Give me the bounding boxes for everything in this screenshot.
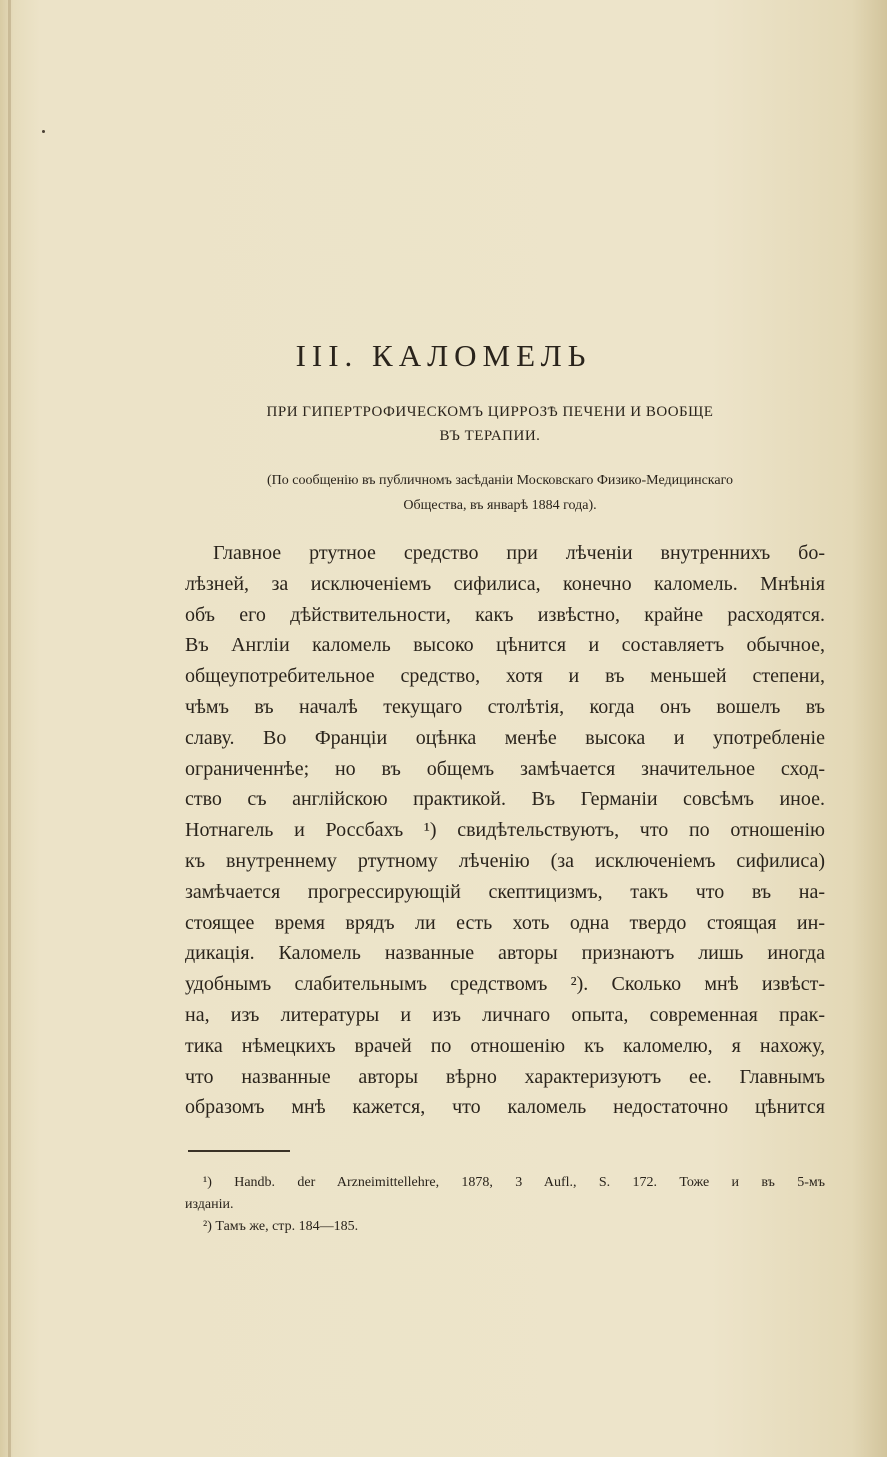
body-line: тика нѣмецкихъ врачей по отношенію къ каломелю, я нахожу, [185,1034,825,1057]
body-line: что названные авторы вѣрно характеризуютъ ее. Главнымъ [185,1065,825,1088]
body-line: Въ Англіи каломель высоко цѣнится и составляетъ обычное, [185,634,825,657]
body-line: стоящее время врядъ ли есть хоть одна твердо стоящая ин- [185,911,825,934]
body-line: лѣзней, за исключеніемъ сифилиса, конечно каломель. Мнѣнія [185,572,825,595]
footnote-1-line-1: ¹) Handb. der Arzneimittellehre, 1878, 3 Aufl., S. 172. Тоже и въ 5-мъ [203,1175,825,1190]
body-line: къ внутреннему ртутному лѣченію (за исключеніемъ сифилиса) [185,849,825,872]
footnote-1-line-2: изданіи. [185,1197,234,1212]
body-line: объ его дѣйствительности, какъ извѣстно, крайне расходятся. [185,603,825,626]
subtitle-line-1: ПРИ ГИПЕРТРОФИЧЕСКОМЪ ЦИРРОЗѢ ПЕЧЕНИ И ВООБЩЕ [266,404,714,420]
chapter-subtitle [190,400,790,448]
chapter-title: III. КАЛОМЕЛЬ [295,338,592,373]
body-line: образомъ мнѣ кажется, что каломель недостаточно цѣнится [185,1096,825,1119]
subtitle-line-2: ВЪ ТЕРАПИИ. [439,428,541,444]
footnote-separator [188,1150,290,1152]
body-line: ограниченнѣе; но въ общемъ замѣчается значительное сход- [185,757,825,780]
body-line: удобнымъ слабительнымъ средствомъ ²). Сколько мнѣ извѣст- [185,973,825,996]
page-binding-edge [8,0,11,1457]
body-line: Главное ртутное средство при лѣченіи внутреннихъ бо- [213,542,825,564]
note-line-1: (По сообщенію въ публичномъ засѣданіи Московскаго Физико-Медицинскаго [267,473,733,488]
body-line: замѣчается прогрессирующій скептицизмъ, такъ что въ на- [185,880,825,903]
publication-note [175,468,825,518]
paper-speck [42,130,45,133]
footnotes [185,1172,825,1238]
body-line: Нотнагель и Россбахъ ¹) свидѣтельствуютъ, что по отношенію [185,819,825,842]
body-paragraph [185,538,825,1123]
body-line: славу. Во Франціи оцѣнка менѣе высока и употребленіе [185,726,825,749]
body-line: чѣмъ въ началѣ текущаго столѣтія, когда онъ вошелъ въ [185,695,825,718]
body-line: на, изъ литературы и изъ личнаго опыта, современная прак- [185,1003,825,1026]
body-line: общеупотребительное средство, хотя и въ меньшей степени, [185,665,825,688]
body-line: ство съ англійскою практикой. Въ Германіи совсѣмъ иное. [185,788,825,811]
body-line: дикація. Каломель названные авторы признаютъ лишь иногда [185,942,825,965]
note-line-2: Общества, въ январѣ 1884 года). [403,498,597,513]
footnote-2: ²) Тамъ же, стр. 184—185. [203,1219,359,1234]
